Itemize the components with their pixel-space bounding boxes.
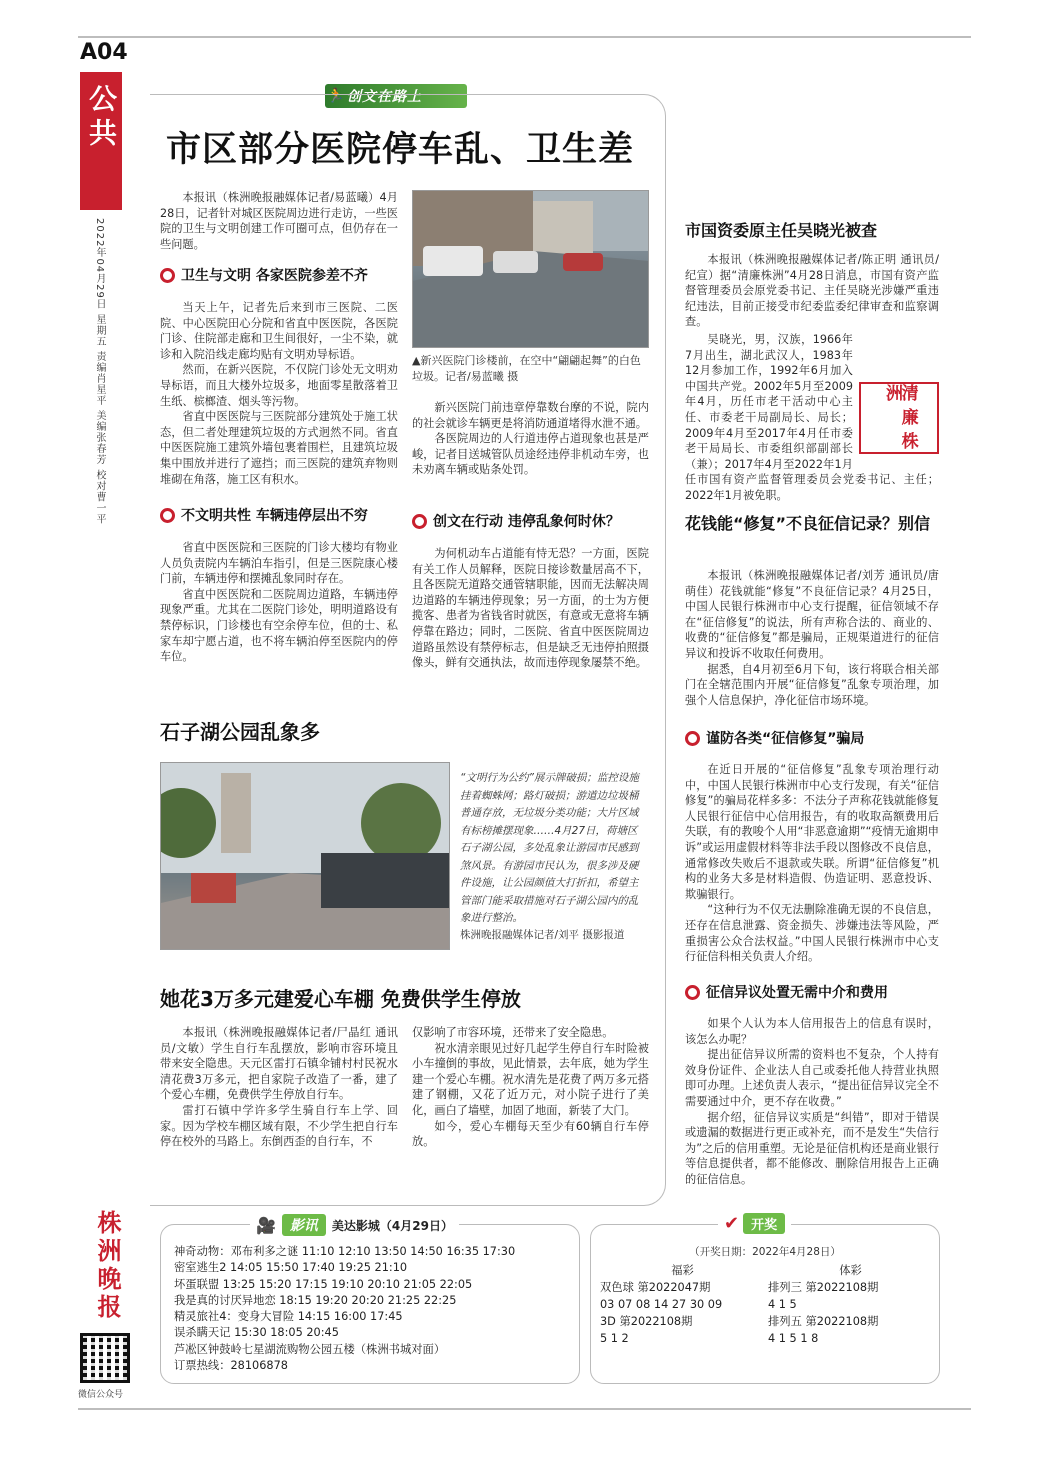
section2-para: 省直中医医院和三医院的门诊大楼均有物业人员负责院内车辆泊车指引，但是三医院康心楼门前，车辆违停和摆摊乱象同时存在。: [160, 541, 398, 586]
section3-heading: [412, 511, 620, 531]
bullet-icon: [685, 985, 700, 1000]
credit-para: 据悉，自4月初至6月下旬，该行将联合相关部门在全辖范围内开展“征信修复”乱象专项治理，加强个人信息保护，净化征信市场环境。: [685, 662, 939, 707]
hospital-col2: [412, 400, 649, 478]
section1-heading: [160, 265, 368, 285]
lottery-ticai: [768, 1262, 933, 1347]
camera-icon: 🎥: [256, 1215, 276, 1235]
fucai-line: 3D 第2022108期: [600, 1315, 693, 1328]
section2-title: 不文明共性 车辆违停层出不穷: [181, 508, 368, 524]
ticai-header: 体彩: [839, 1264, 862, 1277]
credit-sub2-para: 如果个人认为本人信用报告上的信息有误时，该怎么办呢？: [685, 1017, 939, 1046]
qr-pattern: [83, 1336, 127, 1380]
park-caption: [460, 770, 648, 928]
bike-para: 雷打石镇中学许多学生骑自行车上学、回家。因为学校车棚区域有限，不少学生把自行车停在校外的马路上。东倒西歪的自行车，不: [160, 1103, 398, 1149]
section1-para: 当天上午，记者先后来到市三医院、二医院、中心医院田心分院和省直中医医院，各医院门诊、住院部走廊和卫生间很好，一尘不染，就诊和入院沿线走廊均贴有文明劝导标语。: [160, 301, 398, 361]
ticai-line: 4 1 5: [768, 1298, 797, 1311]
credit-sub1-body: [685, 762, 939, 965]
credit-sub1-title: 谨防各类“征信修复”骗局: [706, 731, 865, 747]
runner-icon: 🏃: [327, 88, 345, 104]
sasac-body-2: [685, 332, 939, 504]
credit-sub1-heading: [685, 728, 864, 748]
cinema-line: 神奇动物：邓布利多之谜 11:10 12:10 13:50 14:50 16:35 17:30: [174, 1245, 516, 1258]
lottery-badge: 开奖: [743, 1213, 785, 1234]
hospital-photo-caption: ▲新兴医院门诊楼前，在空中“翩翩起舞”的白色垃圾。记者/易蓝曦 摄: [412, 354, 641, 383]
cinema-header: [250, 1214, 459, 1236]
section-name: 公共: [85, 84, 118, 152]
cinema-line: 精灵旅社4：变身大冒险 14:15 16:00 17:45: [174, 1310, 403, 1324]
cinema-line: 我是真的讨厌异地恋 18:15 19:20 20:20 21:25 22:25: [174, 1293, 457, 1307]
park-title: 石子湖公园乱象多: [160, 720, 320, 744]
credit-sub1-para: “这种行为不仅无法删除准确无误的不良信息，还存在信息泄露、资金损失、涉嫌违法等风险，严重损害公众合法权益。”中国人民银行株洲市中心支行征信科相关负责人介绍。: [685, 903, 939, 964]
cinema-line: 坏蛋联盟 13:25 15:20 17:15 19:10 20:10 21:05 22:05: [174, 1277, 473, 1291]
credit-sub2-para: 据介绍，征信异议实质是“纠错”，即对于错误或遗漏的数据进行更正或补充，而不是发生“失信行为”之后的信用重塑。无论是征信机构还是商业银行等信息提供者，都不能修改、删除信用报告上正确的征信信息。: [685, 1110, 939, 1186]
bike-para: 如今，爱心车棚每天至少有60辆自行车停放。: [412, 1119, 649, 1149]
section1-para: 省直中医医院与三医院部分建筑处于施工状态，但二者处理建筑垃圾的方式迥然不同。省直中医医院施工建筑外墙包裹着围栏，且建筑垃圾集中围放并进行了遮挡；而三医院的建筑弃物则堆砌在角落，施工区有积水。: [160, 410, 398, 486]
bottom-rule: [78, 1408, 971, 1410]
lottery-date: （开奖日期：2022年4月28日）: [689, 1246, 841, 1258]
credit-title: 花钱能“修复”不良征信记录？别信: [685, 514, 931, 533]
lottery-fucai: [600, 1262, 765, 1347]
section2-body: [160, 540, 398, 665]
qr-label: 微信公众号: [78, 1390, 124, 1400]
credit-sub2-title: 征信异议处置无需中介和费用: [706, 985, 888, 1001]
fucai-header: 福彩: [671, 1264, 694, 1277]
top-rule: [78, 36, 971, 38]
page-number: A04: [80, 40, 128, 65]
date-line: 2022年04月29日 星期五 责编肖星平 美编张春芳 校对曹一平: [94, 218, 105, 525]
credit-sub2-body: [685, 1016, 939, 1188]
sasac-body: [685, 252, 939, 330]
credit-body: [685, 568, 939, 708]
sasac-seal: 清廉株洲: [859, 382, 939, 454]
bike-para: 祝水清亲眼见过好几起学生停自行车时险被小车撞倒的事故，见此情景，去年底，她为学生建一个爱心车棚。祝水清先是花费了两万多元搭建了钢棚，又花了近万元，对小院子进行了美化，画白了墙壁，加固了地面，新装了大门。: [412, 1041, 649, 1117]
qr-code: [80, 1333, 130, 1383]
cinema-list: [174, 1244, 574, 1374]
col2-para: 各医院周边的人行道违停占道现象也甚是严峻，记者目送城管队员途经违停非机动车旁，也未劝离车辆或贴条处罚。: [412, 432, 649, 477]
sasac-para: 吴晓光，男，汉族，1966年7月出生，湖北武汉人，1983年12月参加工作，1992年6月加入中国共产党。2002年5月至2009年4月，历任市老干活动中心主任、市委老干局副局长、局长；2009年4月至2017年4月任市委老干局局长、市委组织部副部长（兼）；2017年4月至2022年1月任市国有资产监督管理委员会党委书记、主任；2022年1月被免职。: [685, 333, 939, 502]
hospital-photo-svg: [413, 191, 649, 348]
cinema-line: 密室逃生2 14:05 15:50 17:40 19:25 21:10: [174, 1261, 408, 1275]
ticai-line: 4 1 5 1 8: [768, 1332, 819, 1345]
ticai-line: 排列五 第2022108期: [768, 1315, 879, 1328]
section1-title: 卫生与文明 各家医院参差不齐: [181, 268, 368, 284]
ticai-line: 排列三 第2022108期: [768, 1281, 879, 1294]
bike-para: 本报讯（株洲晚报融媒体记者/尸晶红 通讯员/文敏）学生自行车乱摆放，影响市容环境且带来安全隐患。天元区雷打石镇伞铺村村民祝水清花费3万多元，把自家院子改造了一番，建了个爱心车棚，免费供学生停放自行车。: [160, 1026, 398, 1102]
bike-title: 她花3万多元建爱心车棚 免费供学生停放: [160, 987, 521, 1011]
bike-col2: [412, 1025, 649, 1150]
banner-text: 创文在路上: [347, 89, 422, 105]
bullet-icon: [160, 268, 175, 283]
credit-sub2-heading: [685, 982, 888, 1002]
credit-sub2-para: 提出征信异议所需的资料也不复杂，个人持有效身份证件、企业法人自己或委托他人持营业执照即可办理。上述负责人表示，“提出征信异议完全不需要通过中介，更不存在收费。”: [685, 1048, 939, 1108]
sasac-title: 市国资委原主任吴晓光被查: [685, 221, 878, 240]
sasac-para: 本报讯（株洲晚报融媒体记者/陈正明 通讯员/纪宣）据“清廉株洲”4月28日消息，市国有资产监督管理委员会原党委书记、主任吴晓光涉嫌严重违纪违法，目前正接受市纪委监委纪律审查和监察调查。: [685, 253, 939, 329]
col2-para: 新兴医院门前违章停靠数台摩的不说，院内的社会就诊车辆更是将消防通道堵得水泄不通。: [412, 401, 649, 430]
credit-sub1-para: 在近日开展的“征信修复”乱象专项治理行动中，中国人民银行株洲市中心支行发现，有关“征信修复”的骗局花样多多：不法分子声称花钱就能修复人民银行征信中心信用报告，有的收取高额费用后失联，有的教唆个人用“非恶意逾期”“疫情无逾期申诉”或运用虚假材料等非法手段以图修改不良信息，通常修改失败后不退款或失联。所谓“征信修复”机构的业务大多是材料造假、伪造证明、恶意投诉、欺骗银行。: [685, 763, 939, 901]
bullet-icon: [412, 514, 427, 529]
section3-title: 创文在行动 违停乱象何时休？: [433, 514, 620, 530]
fucai-line: 5 1 2: [600, 1332, 629, 1345]
section2-para: 省直中医医院和二医院周边道路，车辆违停现象严重。尤其在二医院门诊处，明明道路设有禁停标识，门诊楼也有空余停车位，但的士、私家车却宁愿占道，也不将车辆泊停至医院内的停车位。: [160, 587, 398, 664]
cinema-badge: 影讯: [282, 1214, 326, 1236]
section2-heading: [160, 505, 368, 525]
credit-para: 本报讯（株洲晚报融媒体记者/刘芳 通讯员/唐萌佳）花钱就能“修复”不良征信记录？4月25日，中国人民银行株洲市中心支行提醒，征信领域不存在“征信修复”的说法，所有声称合法的、商业的、收费的“征信修复”都是骗局，正规渠道进行的征信异议和投诉不收取任何费用。: [685, 569, 939, 660]
hospital-col1: [160, 190, 398, 252]
section-tab: [80, 72, 122, 210]
bike-para: 仅影响了市容环境，还带来了安全隐患。: [412, 1026, 614, 1039]
section3-body: [412, 546, 649, 671]
cinema-line: 误杀瞒天记 15:30 18:05 20:45: [174, 1326, 339, 1340]
main-headline: 市区部分医院停车乱、卫生差: [166, 130, 635, 170]
hospital-intro: 本报讯（株洲晚报融媒体记者/易蓝曦）4月28日，记者针对城区医院周边进行走访，一些医院的卫生与文明创建工作可圈可点，但仍存在一些问题。: [160, 191, 398, 251]
section1-para: 然而，在新兴医院，不仅院门诊处无文明劝导标语，而且大楼外垃圾多，地面零星散落着卫生纸、槟榔渣、烟头等污物。: [160, 363, 398, 408]
section1-body: [160, 300, 398, 487]
bike-col1: [160, 1025, 398, 1150]
park-caption-text: “文明行为公约”展示牌破损；监控设施挂着蜘蛛网；路灯破损；游道边垃圾桶普通存放，无垃圾分类功能；大片区域有标榜摊摆现象……4月27日，荷塘区石子湖公园，多处乱象让游园市民感到煞风景。有游园市民认为，很多涉及硬件设施，让公园颜值大打折扣，希望主管部门能采取措施对石子湖公园内的乱象进行整治。: [460, 772, 639, 924]
cinema-line: 芦凇区钟鼓岭七星湖流购物公园五楼（株洲书城对面）: [174, 1342, 446, 1356]
cinema-line: 订票热线：28106878: [174, 1359, 288, 1373]
hospital-photo: [412, 190, 649, 348]
lottery-header: [718, 1213, 791, 1234]
cinema-venue: 美达影城（4月29日）: [331, 1218, 453, 1233]
park-photo: [160, 762, 450, 950]
bullet-icon: [160, 508, 175, 523]
fucai-line: 03 07 08 14 27 30 09: [600, 1298, 723, 1311]
masthead-logo: 株洲晚报: [93, 1210, 122, 1322]
check-icon: ✔: [724, 1213, 740, 1234]
park-credit: 株洲晚报融媒体记者/刘平 摄影报道: [460, 929, 625, 941]
park-photo-svg: [161, 763, 450, 950]
fucai-line: 双色球 第2022047期: [600, 1281, 711, 1294]
section3-para: 为何机动车占道能有恃无恐？一方面，医院有关工作人员解释，医院日接诊数量居高不下，且各医院无道路交通管辖职能，因而无法解决周边道路的车辆违停现象；另一方面，的士为方便揽客、患者为省钱省时就医，有意或无意将车辆停靠在路边；同时，二医院、省直中医医院周边道路虽然设有禁停标志，但是缺乏无违停拍照摄像头，鲜有交通执法，故而违停现象屡禁不绝。: [412, 547, 649, 670]
bullet-icon: [685, 731, 700, 746]
